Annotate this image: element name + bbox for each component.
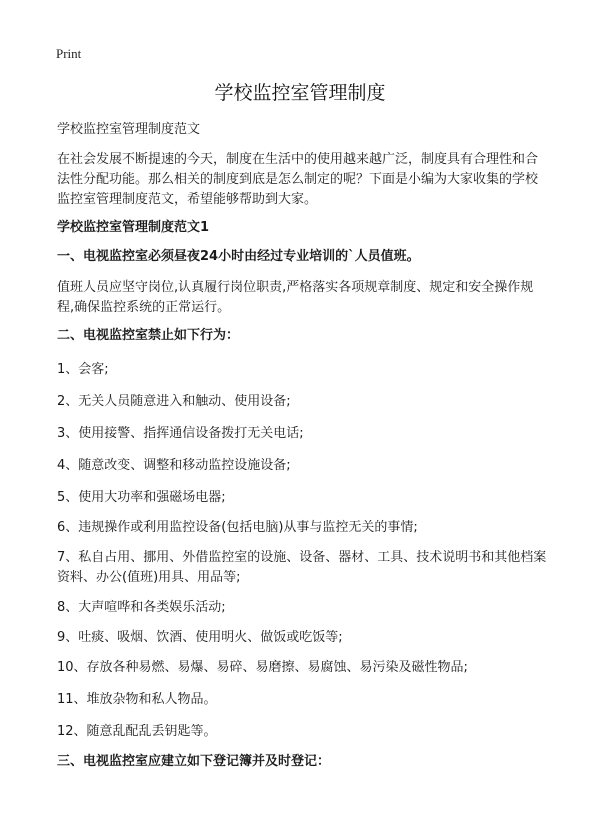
intro-paragraph: 在社会发展不断提速的今天，制度在生活中的使用越来越广泛，制度具有合理性和合法性分配功能。那么相关的制度到底是怎么制定的呢？下面是小编为大家收集的学校监控室管理制度范文，希望能够帮助到大家。 [57,152,539,207]
list-item: 3、使用接警、指挥通信设备拨打无关电话; [57,426,304,441]
list-item: 4、随意改变、调整和移动监控设施设备; [57,458,291,473]
clause1-body: 值班人员应坚守岗位,认真履行岗位职责,严格落实各项规章制度、规定和安全操作规程,确保监控系统的正常运行。 [57,280,534,315]
list-item: 11、堆放杂物和私人物品。 [57,692,217,707]
list-item: 2、无关人员随意进入和触动、使用设备; [57,394,291,409]
print-link[interactable]: Print [56,46,82,61]
list-item: 10、存放各种易燃、易爆、易碎、易磨擦、易腐蚀、易污染及磁性物品; [57,660,468,675]
list-item: 1、会客; [57,362,109,377]
list-item: 12、随意乱配乱丢钥匙等。 [57,724,217,739]
clause1-heading: 一、电视监控室必须昼夜24小时由经过专业培训的`人员值班。 [57,249,420,264]
clause2-heading: 二、电视监控室禁止如下行为： [57,328,240,343]
list-item: 6、违规操作或利用监控设备(包括电脑)从事与监控无关的事情; [57,520,418,535]
page-title: 学校监控室管理制度 [214,82,386,104]
list-item: 7、私自占用、挪用、外借监控室的设施、设备、器材、工具、技术说明书和其他档案资料、办公(值班)用具、用品等; [57,550,547,585]
clause3-heading: 三、电视监控室应建立如下登记簿并及时登记： [57,754,331,769]
list-item: 8、大声喧哗和各类娱乐活动; [57,600,226,615]
section-heading: 学校监控室管理制度范文1 [57,220,210,235]
document-subtitle: 学校监控室管理制度范文 [57,122,201,137]
list-item: 5、使用大功率和强磁场电器; [57,490,226,505]
list-item: 9、吐痰、吸烟、饮酒、使用明火、做饭或吃饭等; [57,630,343,645]
